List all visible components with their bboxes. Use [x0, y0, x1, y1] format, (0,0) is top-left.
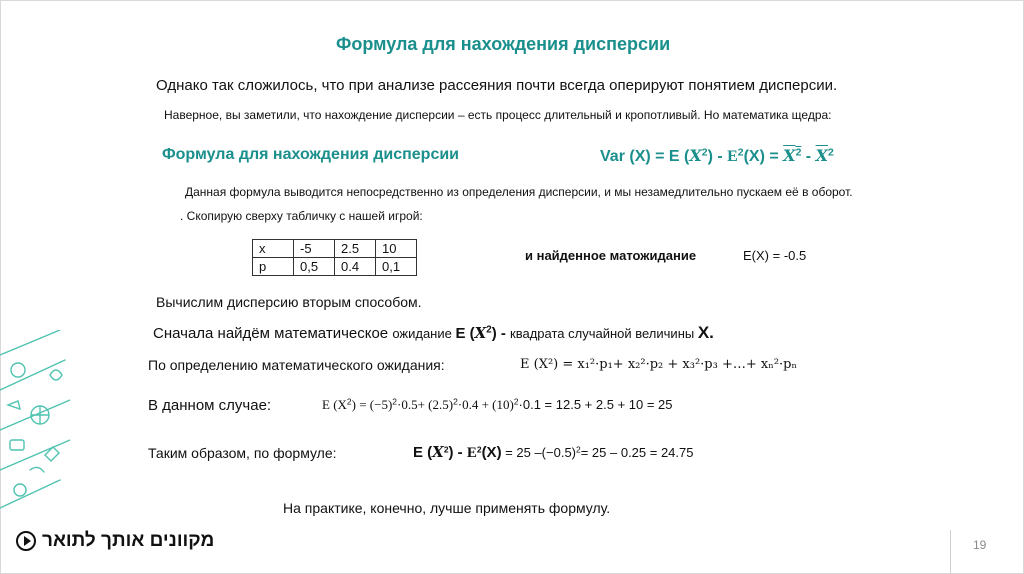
table-cell: 0,1	[376, 258, 417, 276]
formula-heading: Формула для нахождения дисперсии	[162, 146, 460, 163]
practice-text: На практике, конечно, лучше применять формулу.	[283, 500, 611, 516]
table-cell: -5	[294, 240, 335, 258]
variance-formula: Var (X) = E $(X^2) - E^2(X) = \overline{X}^2 - \overline{X}^2$	[600, 146, 834, 165]
logo	[16, 530, 214, 552]
decorative-doodle-icon	[0, 330, 70, 520]
table-cell: 2.5	[335, 240, 376, 258]
table-row	[253, 258, 417, 276]
table-cell: 10	[376, 240, 417, 258]
page-title: Формула для нахождения дисперсии	[336, 34, 671, 54]
probability-table	[252, 239, 417, 276]
case-formula: E $(X^2) = (-5)^2\cdot 0.5+ (2.5)^2\cdot 0.4 + (10)^2\cdot 0.1 = 12.5 + 2.5 + 10 = 25$	[322, 396, 673, 412]
page-number: 19	[973, 538, 987, 552]
footer-divider	[950, 530, 951, 574]
expectation-value: E(X) = -0.5	[743, 248, 807, 263]
logo-text: מקוונים אותך לתואר	[42, 530, 215, 551]
conclusion-formula: E $(X^2) - E^2(X) = 25$ $-(-0.5)^2= 25 - 0.25 = 24.75$	[413, 443, 694, 461]
derivation-note: Данная формула выводится непосредственно из определения дисперсии, и мы незамедлительно пускаем её в оборот.	[185, 185, 853, 199]
definition-label: По определению математического ожидания:	[148, 357, 445, 373]
expectation-label: и найденное матожидание	[525, 248, 697, 263]
first-find-text: Сначала найдём математическое ожидание E $(X^2)$ - квадрата случайной величины X.	[153, 323, 714, 342]
table-row	[253, 240, 417, 258]
table-cell: 0.4	[335, 258, 376, 276]
table-cell: p	[253, 258, 294, 276]
copy-note: . Скопирую сверху табличку с нашей игрой:	[180, 209, 423, 223]
definition-formula: E (X²) = x₁²·p₁+ x₂²·p₂ + x₃²·p₃ +…+ xₙ²·pₙ	[520, 357, 798, 372]
conclusion-label: Таким образом, по формуле:	[148, 445, 337, 461]
case-label: В данном случае:	[148, 397, 272, 414]
play-icon	[16, 531, 36, 551]
table-cell: 0,5	[294, 258, 335, 276]
intro-text-1: Однако так сложилось, что при анализе рассеяния почти всегда оперируют понятием дисперсии.	[156, 77, 838, 94]
table-cell: x	[253, 240, 294, 258]
intro-text-2: Наверное, вы заметили, что нахождение дисперсии – есть процесс длительный и кропотливый. Но математика щедра:	[164, 108, 832, 122]
second-method-text: Вычислим дисперсию вторым способом.	[156, 294, 422, 310]
